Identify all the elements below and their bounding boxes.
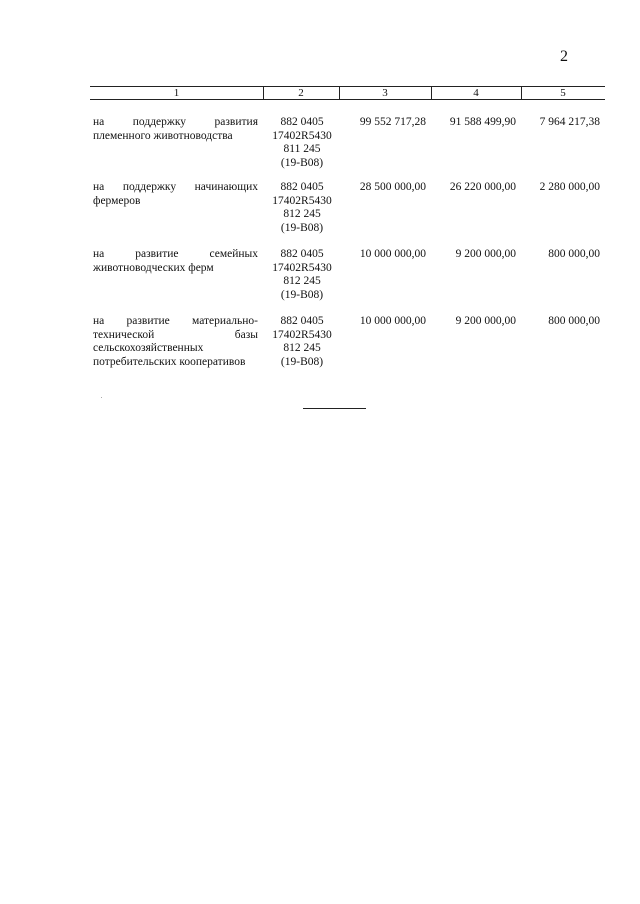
row-description: на поддержку начинающих фермеров: [93, 181, 258, 207]
budget-code-line: 812 245: [283, 342, 321, 355]
budget-code-line: 882 0405: [280, 248, 324, 260]
budget-code-line: 17402R5430: [272, 129, 332, 142]
column-number-5: 5: [560, 87, 566, 99]
budget-code: [264, 315, 340, 369]
amount-col4: 26 220 000,00: [449, 181, 516, 193]
page-number: 2: [560, 48, 568, 65]
row-description: на развитие материально-технической базы сельскохозяйственных потребительских кооперативов: [93, 315, 258, 368]
budget-code-line: (19-В08): [280, 355, 324, 368]
budget-code-line: 17402R5430: [272, 261, 332, 274]
budget-code-line: 882 0405: [280, 181, 324, 193]
budget-code-line: 812 245: [283, 208, 321, 221]
column-number-1: 1: [173, 87, 180, 99]
row-description: на развитие семейных животноводческих ферм: [93, 248, 258, 274]
budget-code-line: (19-В08): [280, 288, 324, 301]
end-of-document-line: [303, 408, 366, 409]
amount-col3: 10 000 000,00: [359, 315, 426, 327]
amount-col3: 28 500 000,00: [359, 181, 426, 193]
amount-col3: 10 000 000,00: [359, 248, 426, 260]
amount-col3: 99 552 717,28: [359, 116, 426, 128]
amount-col4: 9 200 000,00: [455, 248, 516, 260]
column-number-4: 4: [473, 87, 479, 99]
amount-col5: 800 000,00: [548, 248, 600, 260]
budget-code: [264, 248, 340, 302]
row-description: на поддержку развития племенного животноводства: [93, 116, 258, 142]
budget-code: [264, 181, 340, 235]
budget-code-line: 882 0405: [280, 116, 324, 128]
amount-col5: 800 000,00: [548, 315, 600, 327]
budget-code-line: 17402R5430: [272, 328, 332, 341]
scan-speck: [101, 397, 102, 398]
amount-col5: 7 964 217,38: [539, 116, 600, 128]
column-number-3: 3: [382, 87, 388, 99]
amount-col4: 9 200 000,00: [455, 315, 516, 327]
amount-col4: 91 588 499,90: [449, 116, 516, 128]
column-number-header: [90, 86, 605, 100]
column-number-2: 2: [298, 87, 304, 99]
budget-code-line: 882 0405: [280, 315, 324, 327]
budget-code-line: (19-В08): [280, 156, 324, 169]
budget-code-line: 812 245: [283, 275, 321, 288]
budget-code-line: 811 245: [283, 143, 321, 156]
budget-code: [264, 116, 340, 170]
budget-code-line: 17402R5430: [272, 194, 332, 207]
amount-col5: 2 280 000,00: [539, 181, 600, 193]
budget-code-line: (19-В08): [280, 221, 324, 234]
